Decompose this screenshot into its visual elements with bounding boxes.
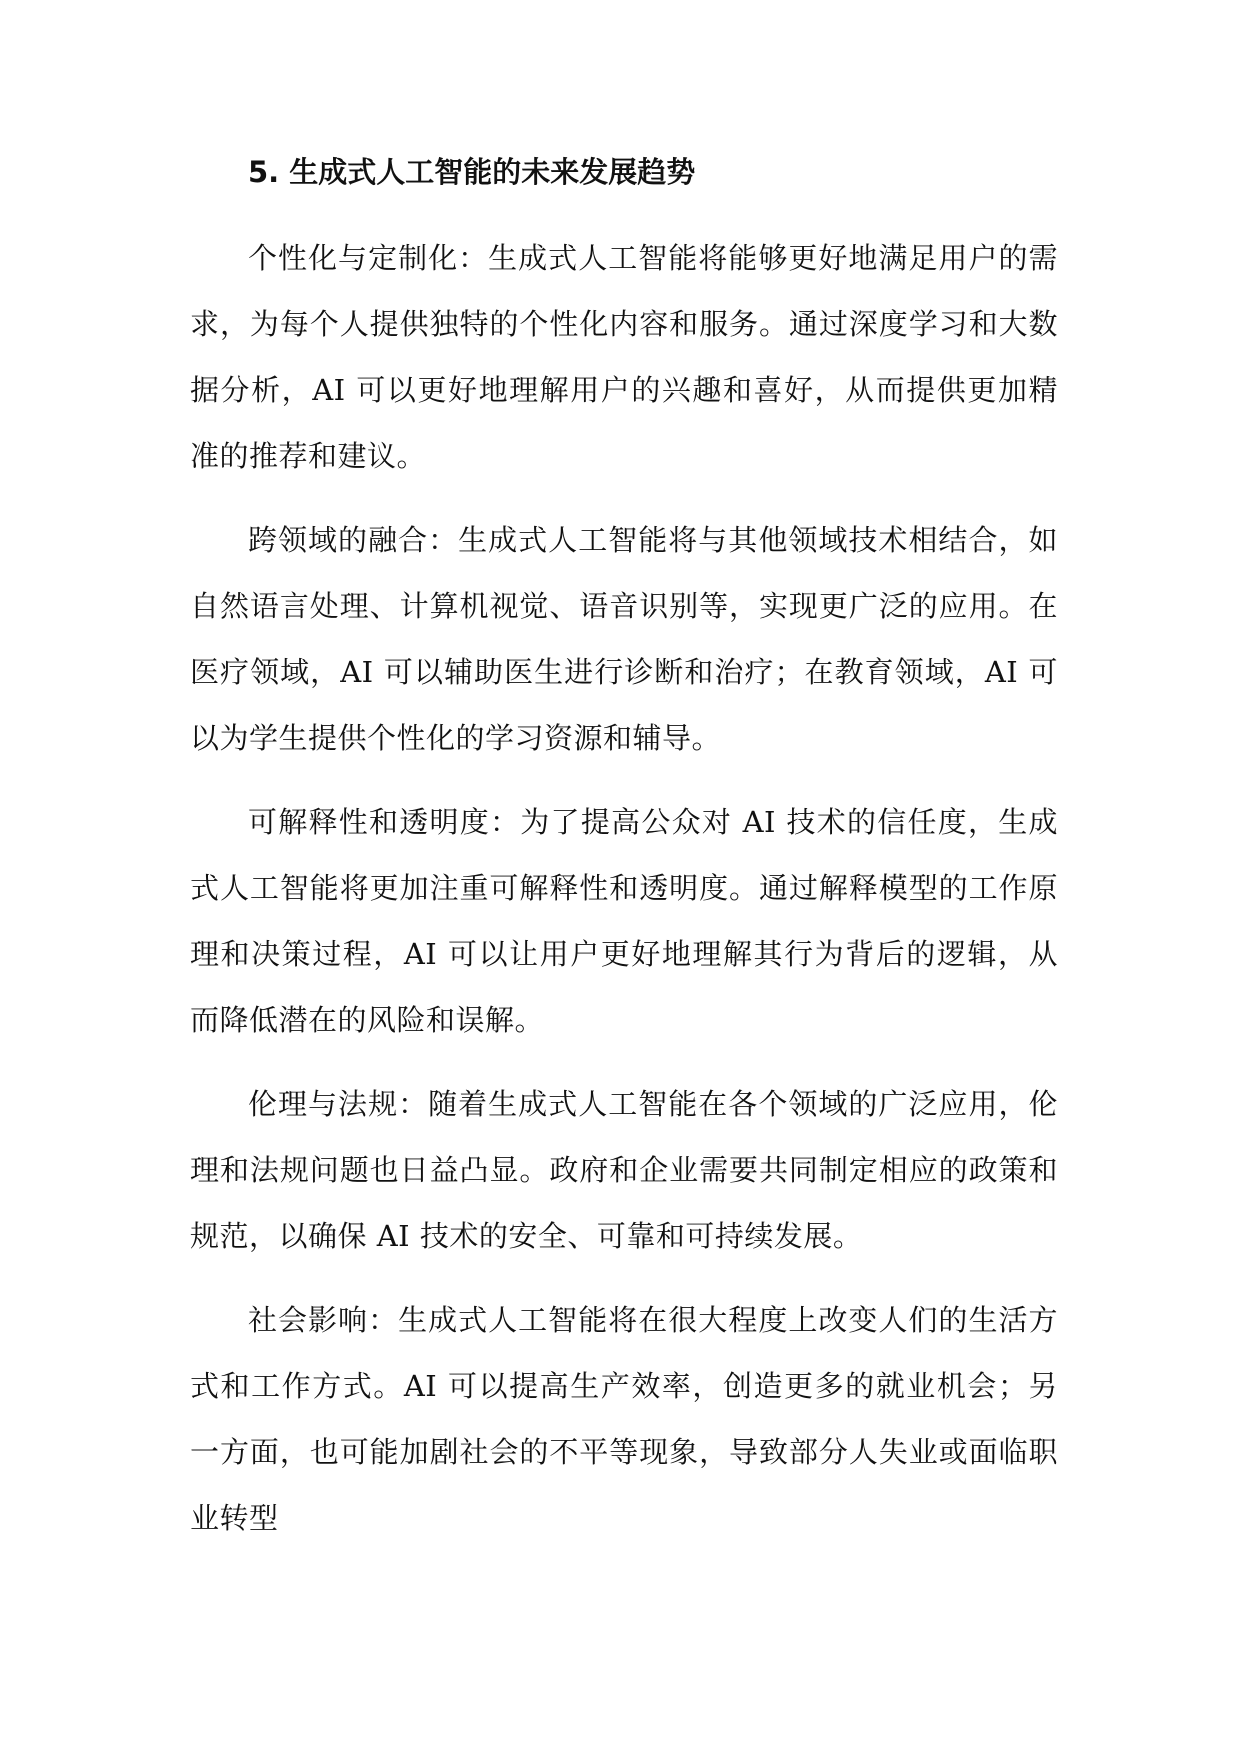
section-heading: 5. 生成式人工智能的未来发展趋势 [248, 155, 696, 189]
paragraph-social-impact: 社会影响：生成式人工智能将在很大程度上改变人们的生活方式和工作方式。AI 可以提高生产效率，创造更多的就业机会；另一方面，也可能加剧社会的不平等现象，导致部分人失业或面临职业转型 [190, 1303, 1058, 1535]
paragraph-cross-domain: 跨领域的融合：生成式人工智能将与其他领域技术相结合，如自然语言处理、计算机视觉、语音识别等，实现更广泛的应用。在医疗领域，AI 可以辅助医生进行诊断和治疗；在教育领域，AI 可以为学生提供个性化的学习资源和辅导。 [190, 523, 1058, 755]
section-body [190, 225, 1058, 1569]
paragraph-personalization: 个性化与定制化：生成式人工智能将能够更好地满足用户的需求，为每个人提供独特的个性化内容和服务。通过深度学习和大数据分析，AI 可以更好地理解用户的兴趣和喜好，从而提供更加精准的推荐和建议。 [190, 241, 1058, 473]
paragraph-explainability: 可解释性和透明度：为了提高公众对 AI 技术的信任度，生成式人工智能将更加注重可解释性和透明度。通过解释模型的工作原理和决策过程，AI 可以让用户更好地理解其行为背后的逻辑，从而降低潜在的风险和误解。 [190, 805, 1058, 1037]
paragraph-ethics: 伦理与法规：随着生成式人工智能在各个领域的广泛应用，伦理和法规问题也日益凸显。政府和企业需要共同制定相应的政策和规范，以确保 AI 技术的安全、可靠和可持续发展。 [190, 1087, 1058, 1253]
